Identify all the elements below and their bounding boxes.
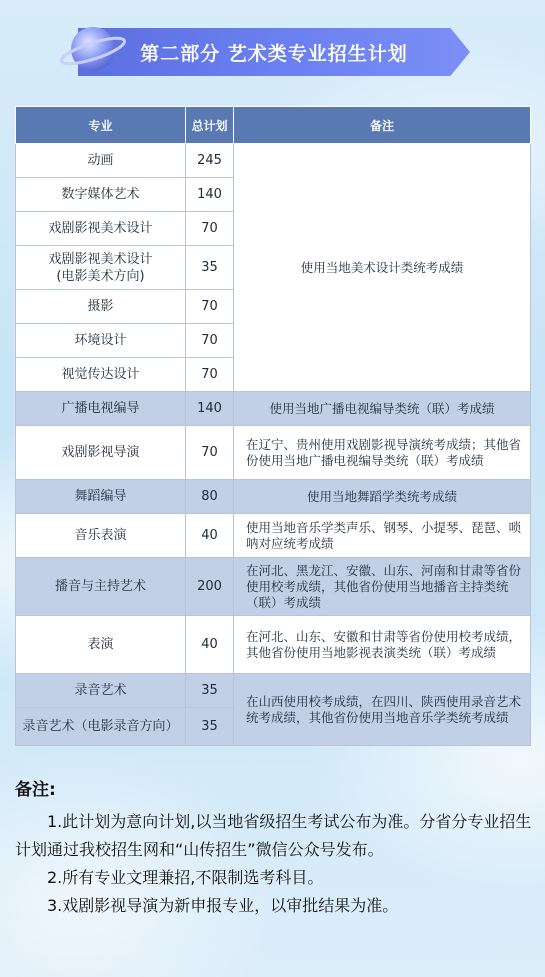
major-cell: 环境设计 <box>16 324 186 358</box>
total-cell: 140 <box>186 178 234 212</box>
planet-icon <box>58 14 128 84</box>
major-cell: 摄影 <box>16 290 186 324</box>
header-major: 专业 <box>16 107 186 144</box>
table-row <box>16 674 531 708</box>
note-cell: 在辽宁、贵州使用戏剧影视导演统考成绩；其他省份使用当地广播电视编导类统（联）考成绩 <box>234 426 531 480</box>
major-cell: 戏剧影视美术设计 (电影美术方向) <box>16 246 186 290</box>
major-cell: 戏剧影视美术设计 <box>16 212 186 246</box>
table-row <box>16 480 531 514</box>
major-cell: 广播电视编导 <box>16 392 186 426</box>
note-cell: 使用当地美术设计类统考成绩 <box>234 144 531 392</box>
total-cell: 35 <box>186 246 234 290</box>
major-cell: 动画 <box>16 144 186 178</box>
major-cell: 视觉传达设计 <box>16 358 186 392</box>
page-title: 第二部分 艺术类专业招生计划 <box>140 42 408 65</box>
total-cell: 40 <box>186 616 234 674</box>
table-row <box>16 616 531 674</box>
total-cell: 35 <box>186 674 234 708</box>
header-total: 总计划 <box>186 107 234 144</box>
total-cell: 200 <box>186 558 234 616</box>
enrollment-table <box>15 106 530 746</box>
header-note: 备注 <box>234 107 531 144</box>
major-cell: 舞蹈编导 <box>16 480 186 514</box>
note-cell: 使用当地音乐学类声乐、钢琴、小提琴、琵琶、唢呐对应统考成绩 <box>234 514 531 558</box>
total-cell: 70 <box>186 358 234 392</box>
note-cell: 在山西使用校考成绩，在四川、陕西使用录音艺术统考成绩，其他省份使用当地音乐学类统考成绩 <box>234 674 531 746</box>
table-row <box>16 392 531 426</box>
remarks-section <box>15 775 535 920</box>
table-row <box>16 144 531 178</box>
major-cell: 表演 <box>16 616 186 674</box>
remark-item: 3.戏剧影视导演为新申报专业，以审批结果为准。 <box>47 896 399 915</box>
note-cell: 使用当地舞蹈学类统考成绩 <box>234 480 531 514</box>
total-cell: 35 <box>186 708 234 746</box>
major-cell: 录音艺术 <box>16 674 186 708</box>
major-cell: 数字媒体艺术 <box>16 178 186 212</box>
total-cell: 80 <box>186 480 234 514</box>
major-cell: 音乐表演 <box>16 514 186 558</box>
total-cell: 70 <box>186 426 234 480</box>
remark-item: 2.所有专业文理兼招,不限制选考科目。 <box>47 868 324 887</box>
note-cell: 在河北、山东、安徽和甘肃等省份使用校考成绩，其他省份使用当地影视表演类统（联）考成绩 <box>234 616 531 674</box>
table-row <box>16 426 531 480</box>
total-cell: 70 <box>186 290 234 324</box>
total-cell: 70 <box>186 212 234 246</box>
major-cell: 播音与主持艺术 <box>16 558 186 616</box>
total-cell: 70 <box>186 324 234 358</box>
total-cell: 40 <box>186 514 234 558</box>
table-row <box>16 558 531 616</box>
remarks-title: 备注: <box>15 780 56 800</box>
note-cell: 使用当地广播电视编导类统（联）考成绩 <box>234 392 531 426</box>
major-cell: 戏剧影视导演 <box>16 426 186 480</box>
major-cell: 录音艺术（电影录音方向） <box>16 708 186 746</box>
table-row <box>16 514 531 558</box>
remark-item: 1.此计划为意向计划,以当地省级招生考试公布为准。分省分专业招生计划通过我校招生网和“山传招生”微信公众号发布。 <box>15 812 532 859</box>
total-cell: 245 <box>186 144 234 178</box>
total-cell: 140 <box>186 392 234 426</box>
note-cell: 在河北、黑龙江、安徽、山东、河南和甘肃等省份使用校考成绩，其他省份使用当地播音主持类统（联）考成绩 <box>234 558 531 616</box>
section-banner <box>78 28 470 76</box>
